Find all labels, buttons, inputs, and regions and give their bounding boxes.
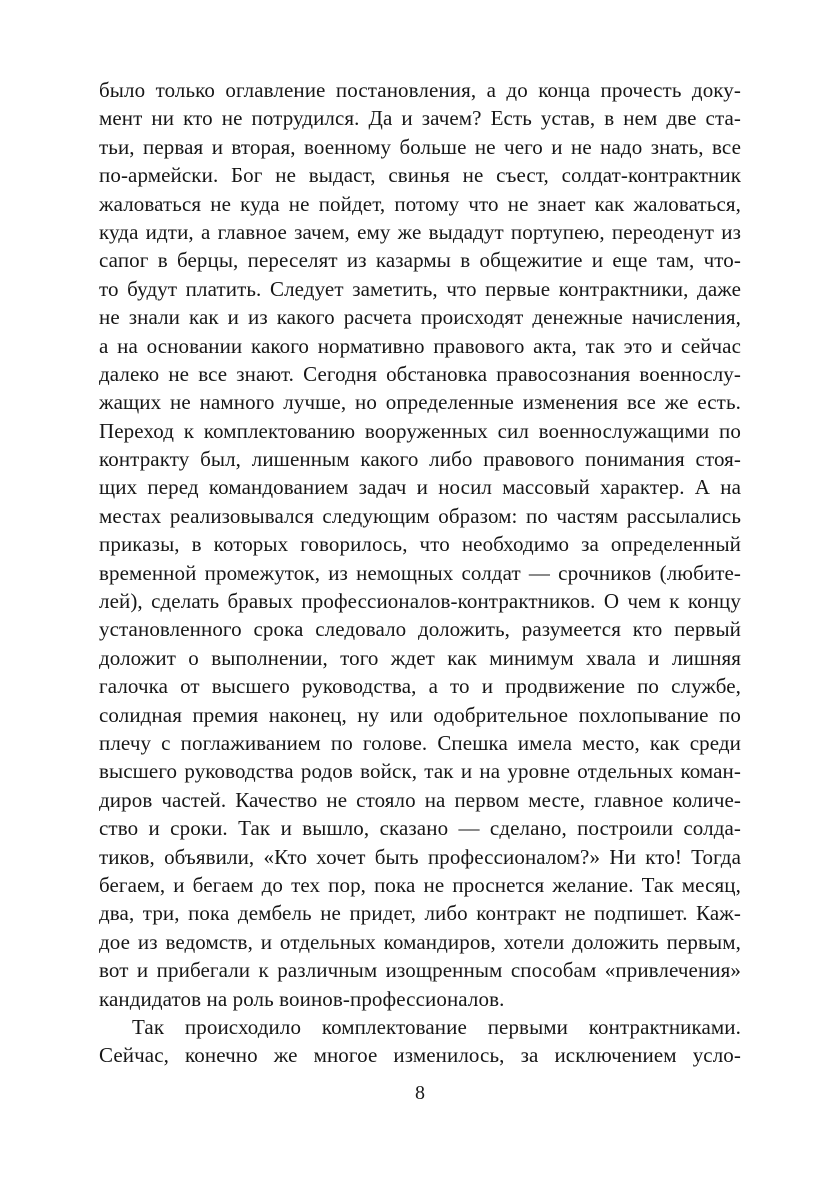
- paragraph: [99, 1013, 741, 1070]
- text-line: временной промежуток, из немощных солдат — срочников (любите-: [99, 560, 741, 585]
- text-line: Переход к комплектованию вооруженных сил военнослужащими по: [99, 418, 741, 443]
- text-line: ство и сроки. Так и вышло, сказано — сделано, построили солда-: [99, 816, 741, 841]
- text-line: сапог в берцы, переселят из казармы в общежитие и еще там, что-: [99, 248, 741, 273]
- text-line: жащих не намного лучше, но определенные изменения все же есть.: [99, 390, 741, 415]
- text-line: два, три, пока дембель не придет, либо контракт не подпишет. Каж-: [99, 901, 741, 926]
- text-line: куда идти, а главное зачем, ему же выдадут портупею, переоденут из: [99, 219, 741, 244]
- text-line: по-армейски. Бог не выдаст, свинья не съест, солдат-контрактник: [99, 163, 741, 188]
- text-line: далеко не все знают. Сегодня обстановка правосознания военнослу-: [99, 361, 741, 386]
- paragraph: [99, 76, 741, 1013]
- text-line: лей), сделать бравых профессионалов-контрактников. О чем к концу: [99, 589, 741, 614]
- text-line: щих перед командованием задач и носил массовый характер. А на: [99, 475, 741, 500]
- text-line: тьи, первая и вторая, военному больше не чего и не надо знать, все: [99, 134, 741, 159]
- text-line: мент ни кто не потрудился. Да и зачем? Есть устав, в нем две ста-: [99, 106, 741, 131]
- text-line: солидная премия наконец, ну или одобрительное похлопывание по: [99, 702, 741, 727]
- text-line: тиков, объявили, «Кто хочет быть профессионалом?» Ни кто! Тогда: [99, 844, 741, 869]
- text-line: местах реализовывался следующим образом: по частям рассылались: [99, 503, 741, 528]
- text-line: плечу с поглаживанием по голове. Спешка имела место, как среди: [99, 730, 741, 755]
- text-line: не знали как и из какого расчета происходят денежные начисления,: [99, 305, 741, 330]
- text-line: Сейчас, конечно же многое изменилось, за исключением усло-: [99, 1043, 741, 1068]
- text-line: приказы, в которых говорилось, что необходимо за определенный: [99, 532, 741, 557]
- text-line: дое из ведомств, и отдельных командиров, хотели доложить первым,: [99, 929, 741, 954]
- text-line: доложит о выполнении, того ждет как минимум хвала и лишняя: [99, 645, 741, 670]
- text-line: диров частей. Качество не стояло на первом месте, главное количе-: [99, 787, 741, 812]
- text-line: вот и прибегали к различным изощренным способам «привлечения»: [99, 958, 741, 983]
- text-line: жаловаться не куда не пойдет, потому что не знает как жаловаться,: [99, 191, 741, 216]
- text-line: бегаем, и бегаем до тех пор, пока не проснется желание. Так месяц,: [99, 872, 741, 897]
- text-block: [99, 76, 741, 1070]
- text-line: галочка от высшего руководства, а то и продвижение по службе,: [99, 674, 741, 699]
- text-line: то будут платить. Следует заметить, что первые контрактники, даже: [99, 276, 741, 301]
- text-line: контракту был, лишенным какого либо правового понимания стоя-: [99, 447, 741, 472]
- text-line: было только оглавление постановления, а до конца прочесть доку-: [99, 78, 741, 102]
- text-line: Так происходило комплектование первыми контрактниками.: [132, 1014, 741, 1039]
- text-line: кандидатов на роль воинов-профессионалов.: [99, 986, 505, 1011]
- page-number: 8: [415, 1082, 425, 1104]
- text-line: высшего руководства родов войск, так и на уровне отдельных коман-: [99, 759, 741, 784]
- text-line: установленного срока следовало доложить, разумеется кто первый: [99, 617, 741, 642]
- text-line: а на основании какого нормативно правового акта, так это и сейчас: [99, 333, 741, 358]
